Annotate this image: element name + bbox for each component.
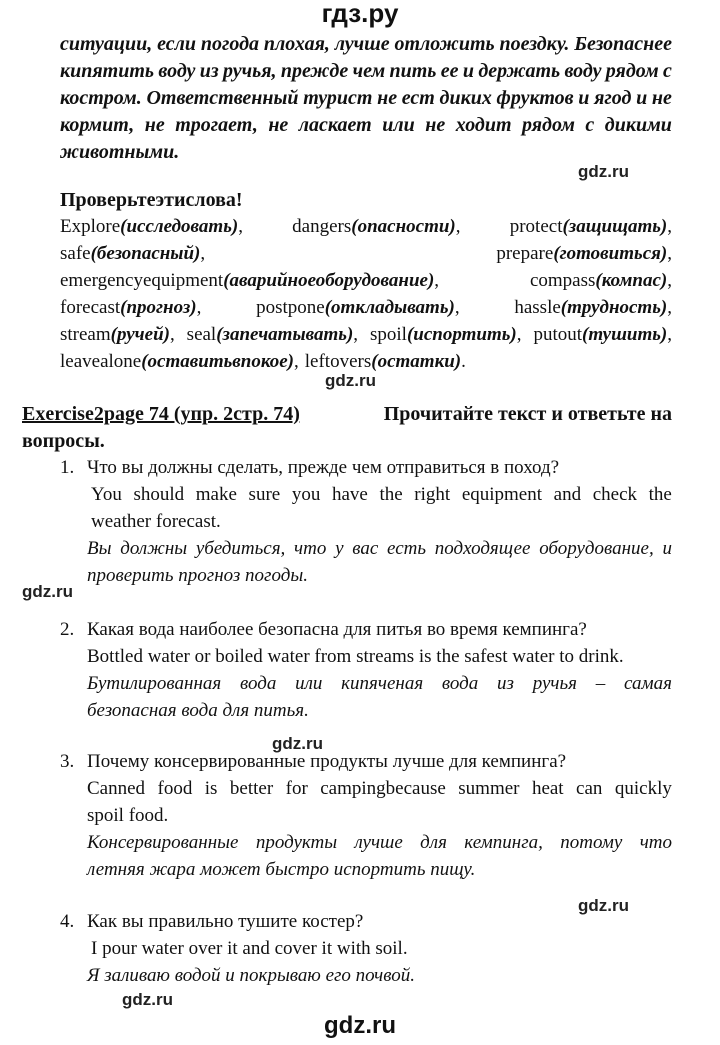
vocab-term: hassle (514, 297, 561, 318)
word: диких (439, 87, 492, 109)
vocab-entry (256, 297, 459, 319)
answer-ru-line (87, 538, 672, 560)
vocab-term: putout (533, 324, 582, 345)
watermark: gdz.ru (578, 896, 629, 915)
vocab-term: leftovers (304, 351, 372, 372)
word: food (157, 778, 193, 799)
word: You (91, 484, 122, 505)
word: держать (478, 60, 561, 82)
exercise-task: Прочитайте текст и ответьте на (383, 403, 672, 425)
word: ягод (594, 87, 632, 109)
question-text: Как вы правильно тушите костер? (87, 911, 364, 932)
vocab-separator: . (461, 351, 466, 372)
question-text: Почему консервированные продукты лучше для кемпинга? (87, 751, 567, 772)
watermark: gdz.ru (272, 734, 323, 753)
vocab-row (60, 270, 672, 292)
word: quickly (614, 778, 672, 799)
intro-line (60, 33, 672, 56)
word: right (414, 484, 451, 505)
answer-ru-line (87, 832, 672, 854)
vocab-translation: (оставитьвпокое) (141, 351, 295, 372)
vocab-translation: (тушить) (582, 324, 668, 345)
word: если (157, 33, 197, 55)
word: чем (352, 60, 386, 82)
word: ручья, (222, 60, 277, 82)
word: the (648, 484, 672, 505)
vocab-entry (60, 351, 299, 372)
word: самая (624, 673, 672, 694)
vocab-translation: (испортить) (406, 324, 517, 345)
vocab-translation: (прогноз) (120, 297, 197, 318)
word: из (497, 673, 514, 694)
word: дикими (604, 114, 672, 136)
watermark: gdz.ru (325, 371, 376, 390)
word: и (636, 87, 648, 109)
word: продукты (255, 832, 338, 853)
word: отложить (394, 33, 495, 55)
answer-en-line (91, 484, 672, 506)
intro-line (60, 87, 672, 110)
word: campingbecause (320, 778, 446, 799)
word: подходящее (434, 538, 531, 559)
word: better (229, 778, 274, 799)
vocab-separator: , (200, 243, 206, 264)
word: пить (389, 60, 437, 82)
word: вода (239, 673, 277, 694)
word: плохая, (263, 33, 330, 55)
question-text: Какая вода наиболее безопасна для питья во время кемпинга? (87, 619, 587, 640)
vocab-separator: , (516, 324, 522, 345)
word: ласкает (298, 114, 372, 136)
vocab-entry (514, 297, 672, 319)
vocab-separator: , (667, 243, 672, 264)
word: ручья (532, 673, 577, 694)
vocab-entry (60, 243, 205, 265)
vocab-translation: (исследовать) (120, 216, 239, 237)
vocab-term: seal (186, 324, 217, 345)
word: for (285, 778, 308, 799)
word: с (663, 60, 672, 82)
word: не (268, 114, 289, 136)
word: что (294, 538, 327, 559)
word: оборудование, (539, 538, 654, 559)
word: can (576, 778, 603, 799)
answer-en-line: spoil food. (87, 805, 169, 826)
vocab-separator: , (353, 324, 359, 345)
vocab-term: prepare (496, 243, 554, 264)
word: and (553, 484, 582, 505)
question-number: 4. (60, 911, 75, 932)
vocab-title: Проверьтеэтислова! (60, 189, 243, 211)
vocab-term: postpone (256, 297, 325, 318)
word: и (578, 87, 590, 109)
word: есть (387, 538, 427, 559)
word: и (662, 538, 672, 559)
vocab-entry (370, 324, 521, 346)
word: make (195, 484, 237, 505)
word: не (144, 114, 165, 136)
vocab-entry (187, 324, 358, 346)
vocab-translation: (аварийноеоборудование) (223, 270, 435, 291)
word: и (462, 60, 475, 82)
vocab-term: leavealone (60, 351, 142, 372)
word: check (592, 484, 638, 505)
answer-ru-line (87, 673, 672, 695)
vocab-term: compass (529, 270, 596, 291)
intro-line (60, 114, 672, 137)
word: – (595, 673, 606, 694)
word: heat (531, 778, 564, 799)
vocab-translation: (ручей) (110, 324, 170, 345)
vocab-separator: , (238, 216, 243, 237)
vocab-translation: (откладывать) (324, 297, 455, 318)
answer-ru-line: безопасная вода для питья. (87, 700, 309, 721)
vocab-separator: , (169, 324, 175, 345)
word: ситуации, (60, 33, 153, 55)
word: фруктов (496, 87, 574, 109)
word: Бутилированная (87, 673, 222, 694)
vocab-row (60, 324, 672, 346)
vocab-term: Explore (60, 216, 121, 237)
vocab-entry (530, 270, 672, 292)
word: equipment (461, 484, 543, 505)
word: из (199, 60, 219, 82)
word: кипяченая (341, 673, 424, 694)
vocab-entry (292, 216, 460, 238)
word: воду (158, 60, 196, 82)
vocab-separator: , (454, 297, 460, 318)
word: Вы (87, 538, 112, 559)
site-footer: gdz.ru (324, 1012, 396, 1039)
vocab-entry (60, 297, 201, 319)
word: прежде (280, 60, 349, 82)
answer-en-line (87, 778, 672, 800)
vocab-term: spoil (370, 324, 407, 345)
vocab-translation: (трудность) (560, 297, 668, 318)
word: или (382, 114, 415, 136)
word: кемпинга, (464, 832, 543, 853)
word: потому (560, 832, 623, 853)
vocab-row (60, 216, 672, 238)
vocab-term: forecast (60, 297, 121, 318)
word: костром. (60, 87, 142, 109)
vocab-term: safe (60, 243, 91, 264)
vocab-translation: (защищать) (562, 216, 668, 237)
intro-line (60, 60, 672, 83)
vocab-separator: , (196, 297, 202, 318)
vocab-separator: , (667, 297, 672, 318)
watermark: gdz.ru (578, 162, 629, 181)
vocab-separator: , (667, 270, 672, 291)
vocab-separator: , (294, 351, 299, 372)
word: что (639, 832, 672, 853)
answer-ru-line: проверить прогноз погоды. (87, 565, 308, 586)
intro-line: животными. (60, 141, 180, 163)
question-number: 1. (60, 457, 75, 478)
watermark: gdz.ru (122, 990, 173, 1009)
word: рядом (605, 60, 659, 82)
answer-en-line: weather forecast. (91, 511, 221, 532)
word: трогает, (175, 114, 258, 136)
vocab-term: protect (509, 216, 563, 237)
vocab-row (60, 243, 672, 265)
vocab-entry (60, 270, 439, 292)
watermark: gdz.ru (22, 582, 73, 601)
word: вода (441, 673, 479, 694)
vocab-entry (533, 324, 672, 346)
word: погода (200, 33, 260, 55)
vocab-translation: (готовиться) (553, 243, 668, 264)
word: summer (458, 778, 520, 799)
vocab-term: emergencyequipment (60, 270, 224, 291)
word: кипятить (60, 60, 155, 82)
vocab-entry (60, 216, 243, 238)
word: ест (401, 87, 435, 109)
word: воду (564, 60, 602, 82)
vocab-translation: (компас) (595, 270, 668, 291)
word: убедиться, (195, 538, 286, 559)
word: you (291, 484, 321, 505)
word: вас (352, 538, 379, 559)
exercise-label: Exercise2page 74 (упр. 2стр. 74) (22, 403, 300, 425)
answer-en-line: Bottled water or boiled water from streams is the safest water to drink. (87, 646, 624, 667)
question-text: Что вы должны сделать, прежде чем отправиться в поход? (87, 457, 560, 478)
word: не (425, 114, 446, 136)
exercise-task-cont: вопросы. (22, 430, 105, 452)
word: поездку. (499, 33, 570, 55)
word: должны (120, 538, 188, 559)
vocab-separator: , (455, 216, 461, 237)
vocab-term: stream (60, 324, 111, 345)
word: турист (303, 87, 373, 109)
word: лучше (334, 33, 390, 55)
vocab-separator: , (667, 324, 672, 345)
word: ее (440, 60, 459, 82)
vocab-translation: (опасности) (351, 216, 456, 237)
word: Ответственный (146, 87, 299, 109)
word: the (379, 484, 403, 505)
word: have (331, 484, 368, 505)
word: не (651, 87, 672, 109)
word: sure (248, 484, 281, 505)
word: is (204, 778, 218, 799)
word: не (377, 87, 398, 109)
exercise-header (22, 403, 672, 426)
word: ходит (455, 114, 512, 136)
answer-en-line: I pour water over it and cover it with soil. (91, 938, 408, 959)
vocab-entry (60, 324, 175, 346)
vocab-entry (305, 351, 466, 372)
question-number: 2. (60, 619, 75, 640)
vocab-term: dangers (292, 216, 352, 237)
question-number: 3. (60, 751, 75, 772)
word: с (585, 114, 595, 136)
site-header: гдз.ру (321, 0, 399, 28)
word: Canned (87, 778, 146, 799)
word: у (335, 538, 344, 559)
word: кормит, (60, 114, 135, 136)
word: или (295, 673, 323, 694)
answer-ru-line: Я заливаю водой и покрываю его почвой. (87, 965, 415, 986)
word: Консервированные (87, 832, 239, 853)
vocab-entry (510, 216, 672, 238)
vocab-translation: (запечатывать) (216, 324, 354, 345)
vocab-translation: (безопасный) (90, 243, 201, 264)
vocab-separator: , (434, 270, 440, 291)
vocab-row (60, 297, 672, 319)
word: для (420, 832, 447, 853)
word: Безопаснее (574, 33, 672, 55)
word: рядом (522, 114, 575, 136)
word: лучше (354, 832, 403, 853)
word: should (133, 484, 185, 505)
vocab-entry (496, 243, 672, 265)
vocab-translation: (остатки) (371, 351, 462, 372)
vocab-row (60, 351, 466, 373)
vocab-separator: , (667, 216, 672, 237)
answer-ru-line: летняя жара может быстро испортить пищу. (87, 859, 476, 880)
